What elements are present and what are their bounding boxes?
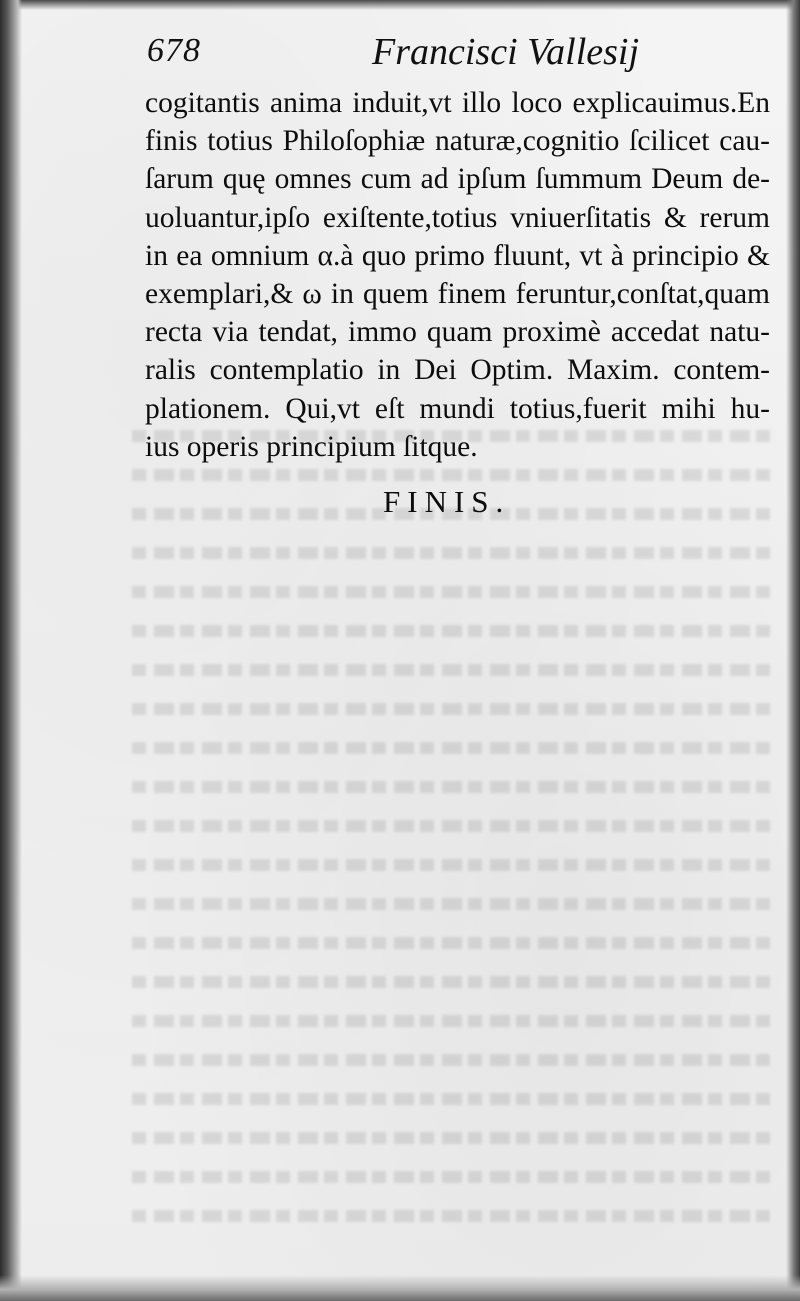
text-line: uoluantur,ipſo exiſtente,totius vniuerſitatis & rerum (145, 201, 770, 234)
text-line: ralis contemplatio in Dei Optim. Maxim. contem- (145, 354, 770, 387)
running-head: Francisci Vallesij (372, 31, 640, 73)
text-line: ſarum quę omnes cum ad ipſum ſummum Deum de- (145, 163, 770, 196)
text-line: exemplari,& ω in quem finem feruntur,conſtat,quam (145, 278, 770, 311)
scan-right-edge (786, 0, 800, 1301)
bleed-through-texture (130, 430, 770, 1260)
text-line: in ea omnium α.à quo primo fluunt, vt à principio & (145, 239, 770, 272)
scan-top-edge (0, 0, 800, 10)
text-line: recta via tendat, immo quam proximè accedat natu- (145, 316, 770, 349)
finis-heading: FINIS. (383, 484, 511, 519)
text-line: plationem. Qui,vt eſt mundi totius,fuerit mihi hu- (145, 392, 770, 425)
text-line: cogitantis anima induit,vt illo loco explicauimus.En (145, 87, 770, 119)
body-text (145, 84, 770, 466)
scan-bottom-edge (0, 1275, 800, 1301)
text-line: finis totius Philoſophiæ naturæ,cognitio ſcilicet cau- (145, 125, 770, 158)
scan-left-edge (0, 0, 22, 1301)
page-header (0, 20, 800, 76)
text-line: ius operis principium ſitque. (145, 430, 478, 463)
page-number: 678 (147, 32, 201, 69)
